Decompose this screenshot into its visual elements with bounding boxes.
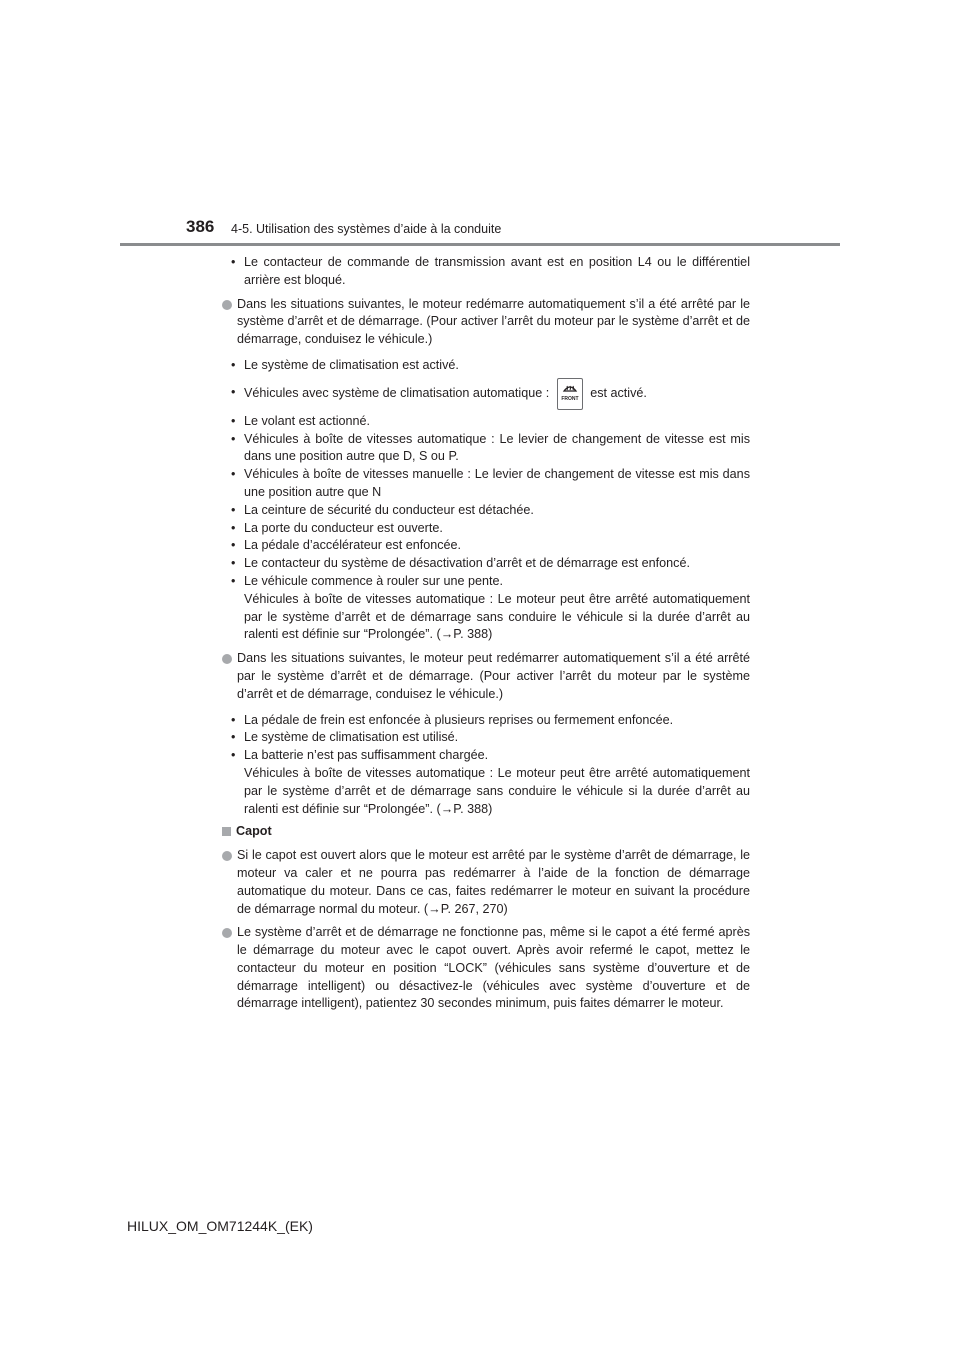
bullet: • <box>231 748 236 763</box>
paragraph-text: Dans les situations suivantes, le moteur peut redémarrer automatiquement s’il a été arrêté par le système d’arrêt et de démarrage. (Pour activer l’arrêt du moteur par le système d’arrêt et de démarrage, conduisez le véhicule.) <box>237 651 750 701</box>
circle-bullet-icon <box>222 300 232 310</box>
bullet: • <box>231 520 236 535</box>
list-item <box>222 466 750 502</box>
bullet: • <box>231 556 236 571</box>
restart-conditions-list <box>222 413 750 591</box>
page-content <box>222 254 750 1013</box>
list-item-text: Le contacteur de commande de transmission avant est en position L4 ou le différentiel arrière est bloqué. <box>244 255 750 287</box>
page-header <box>0 0 960 250</box>
list-item-text: Véhicules à boîte de vitesses automatique : Le levier de changement de vitesse est mis dans une position autre que D, S ou P. <box>244 431 750 464</box>
list-item-text: Le système de climatisation est activé. <box>244 357 459 372</box>
list-item-text: Véhicules à boîte de vitesses manuelle : Le levier de changement de vitesse est mis dans une position autre que N <box>244 467 750 499</box>
section-heading <box>222 823 750 841</box>
section-heading-text: Capot <box>236 824 272 839</box>
list-item <box>222 747 750 765</box>
paragraph-text: Le système d’arrêt et de démarrage ne fonctionne pas, même si le capot a été fermé après le démarrage du moteur avec le capot ouvert. Après avoir refermé le capot, mettez le contacteur du moteur en position “LOCK” (véhicules sans système d’ouverture et de démarrage intelligent) ou désactivez-le (véhicules avec système d’ouverture et de démarrage intelligent), patientez 30 secondes minimum, puis faites démarrer le moteur. <box>237 925 750 1011</box>
bullet: • <box>231 467 236 482</box>
paragraph-text: Si le capot est ouvert alors que le moteur est arrêté par le système d’arrêt de démarrage, le moteur va caler et ne pourra pas redémarrer à l’aide de la fonction de démarrage automatique du moteur. Dans ce cas, faites redémarrer le moteur en suivant la procédure de démarrage normal du moteur. (→P. 267, 270) <box>237 848 750 916</box>
list-item <box>222 413 750 431</box>
list-item <box>222 520 750 538</box>
paragraph-may-restart <box>222 650 750 703</box>
list-item <box>222 537 750 555</box>
bullet: • <box>231 573 236 588</box>
list-item <box>222 502 750 520</box>
list-item-text: est activé. <box>590 385 647 400</box>
paragraph-restart-auto <box>222 296 750 349</box>
header-divider <box>120 243 840 246</box>
bullet: • <box>231 255 236 269</box>
list-item-text: Le système de climatisation est utilisé. <box>244 730 459 745</box>
paragraph-capot-2 <box>222 924 750 1013</box>
list-item <box>222 254 750 290</box>
list-item <box>222 573 750 591</box>
bullet: • <box>231 431 236 446</box>
bullet: • <box>231 712 236 727</box>
list-item <box>222 729 750 747</box>
paragraph-text: Dans les situations suivantes, le moteur redémarre automatiquement s’il a été arrêté par le système d’arrêt et de démarrage. (Pour activer l’arrêt du moteur par le système d’arrêt et de démarrage, conduisez le véhicule.) <box>237 296 750 347</box>
document-code: HILUX_OM_OM71244K_(EK) <box>127 1218 313 1234</box>
bullet: • <box>231 502 236 517</box>
section-title: 4-5. Utilisation des systèmes d’aide à la conduite <box>231 222 502 236</box>
list-item-text: Le volant est actionné. <box>244 413 371 428</box>
front-defroster-icon <box>557 378 583 410</box>
may-restart-conditions-list <box>222 712 750 765</box>
square-bullet-icon <box>222 827 231 836</box>
list-item <box>222 378 750 410</box>
note-text: Véhicules à boîte de vitesses automatique : Le moteur peut être arrêté automatiquement par le système d’arrêt et de démarrage sans conduire le véhicule si la durée d’arrêt au ralenti est définie sur “Prolongée”. (→P. 388) <box>244 765 750 816</box>
circle-bullet-icon <box>222 654 232 664</box>
list-item-text: La batterie n’est pas suffisamment chargée. <box>244 748 489 763</box>
list-item-text: La pédale de frein est enfoncée à plusieurs reprises ou fermement enfoncée. <box>244 712 674 727</box>
list-item-text: La ceinture de sécurité du conducteur est détachée. <box>244 502 534 517</box>
bullet: • <box>231 538 236 553</box>
list-item-text: Le contacteur du système de désactivation d’arrêt et de démarrage est enfoncé. <box>244 556 690 571</box>
paragraph-capot-1 <box>222 847 750 918</box>
list-item-text: La pédale d’accélérateur est enfoncée. <box>244 538 462 553</box>
bullet: • <box>231 413 236 428</box>
circle-bullet-icon <box>222 928 232 938</box>
list-item-text: Véhicules avec système de climatisation automatique : <box>244 385 550 400</box>
list-item <box>222 712 750 730</box>
list-item <box>222 555 750 573</box>
note-text: Véhicules à boîte de vitesses automatique : Le moteur peut être arrêté automatiquement par le système d’arrêt et de démarrage sans conduire le véhicule si la durée d’arrêt au ralenti est définie sur “Prolongée”. (→P. 388) <box>244 591 750 642</box>
list-item <box>222 357 750 375</box>
front-defroster-icon-text: FRONT <box>561 395 579 402</box>
bullet: • <box>231 357 236 372</box>
bullet: • <box>231 384 236 399</box>
list-item <box>222 431 750 467</box>
page-number: 386 <box>186 217 215 236</box>
circle-bullet-icon <box>222 851 232 861</box>
list-item-text: La porte du conducteur est ouverte. <box>244 520 443 535</box>
bullet: • <box>231 730 236 745</box>
list-item-text: Le véhicule commence à rouler sur une pente. <box>244 573 504 588</box>
